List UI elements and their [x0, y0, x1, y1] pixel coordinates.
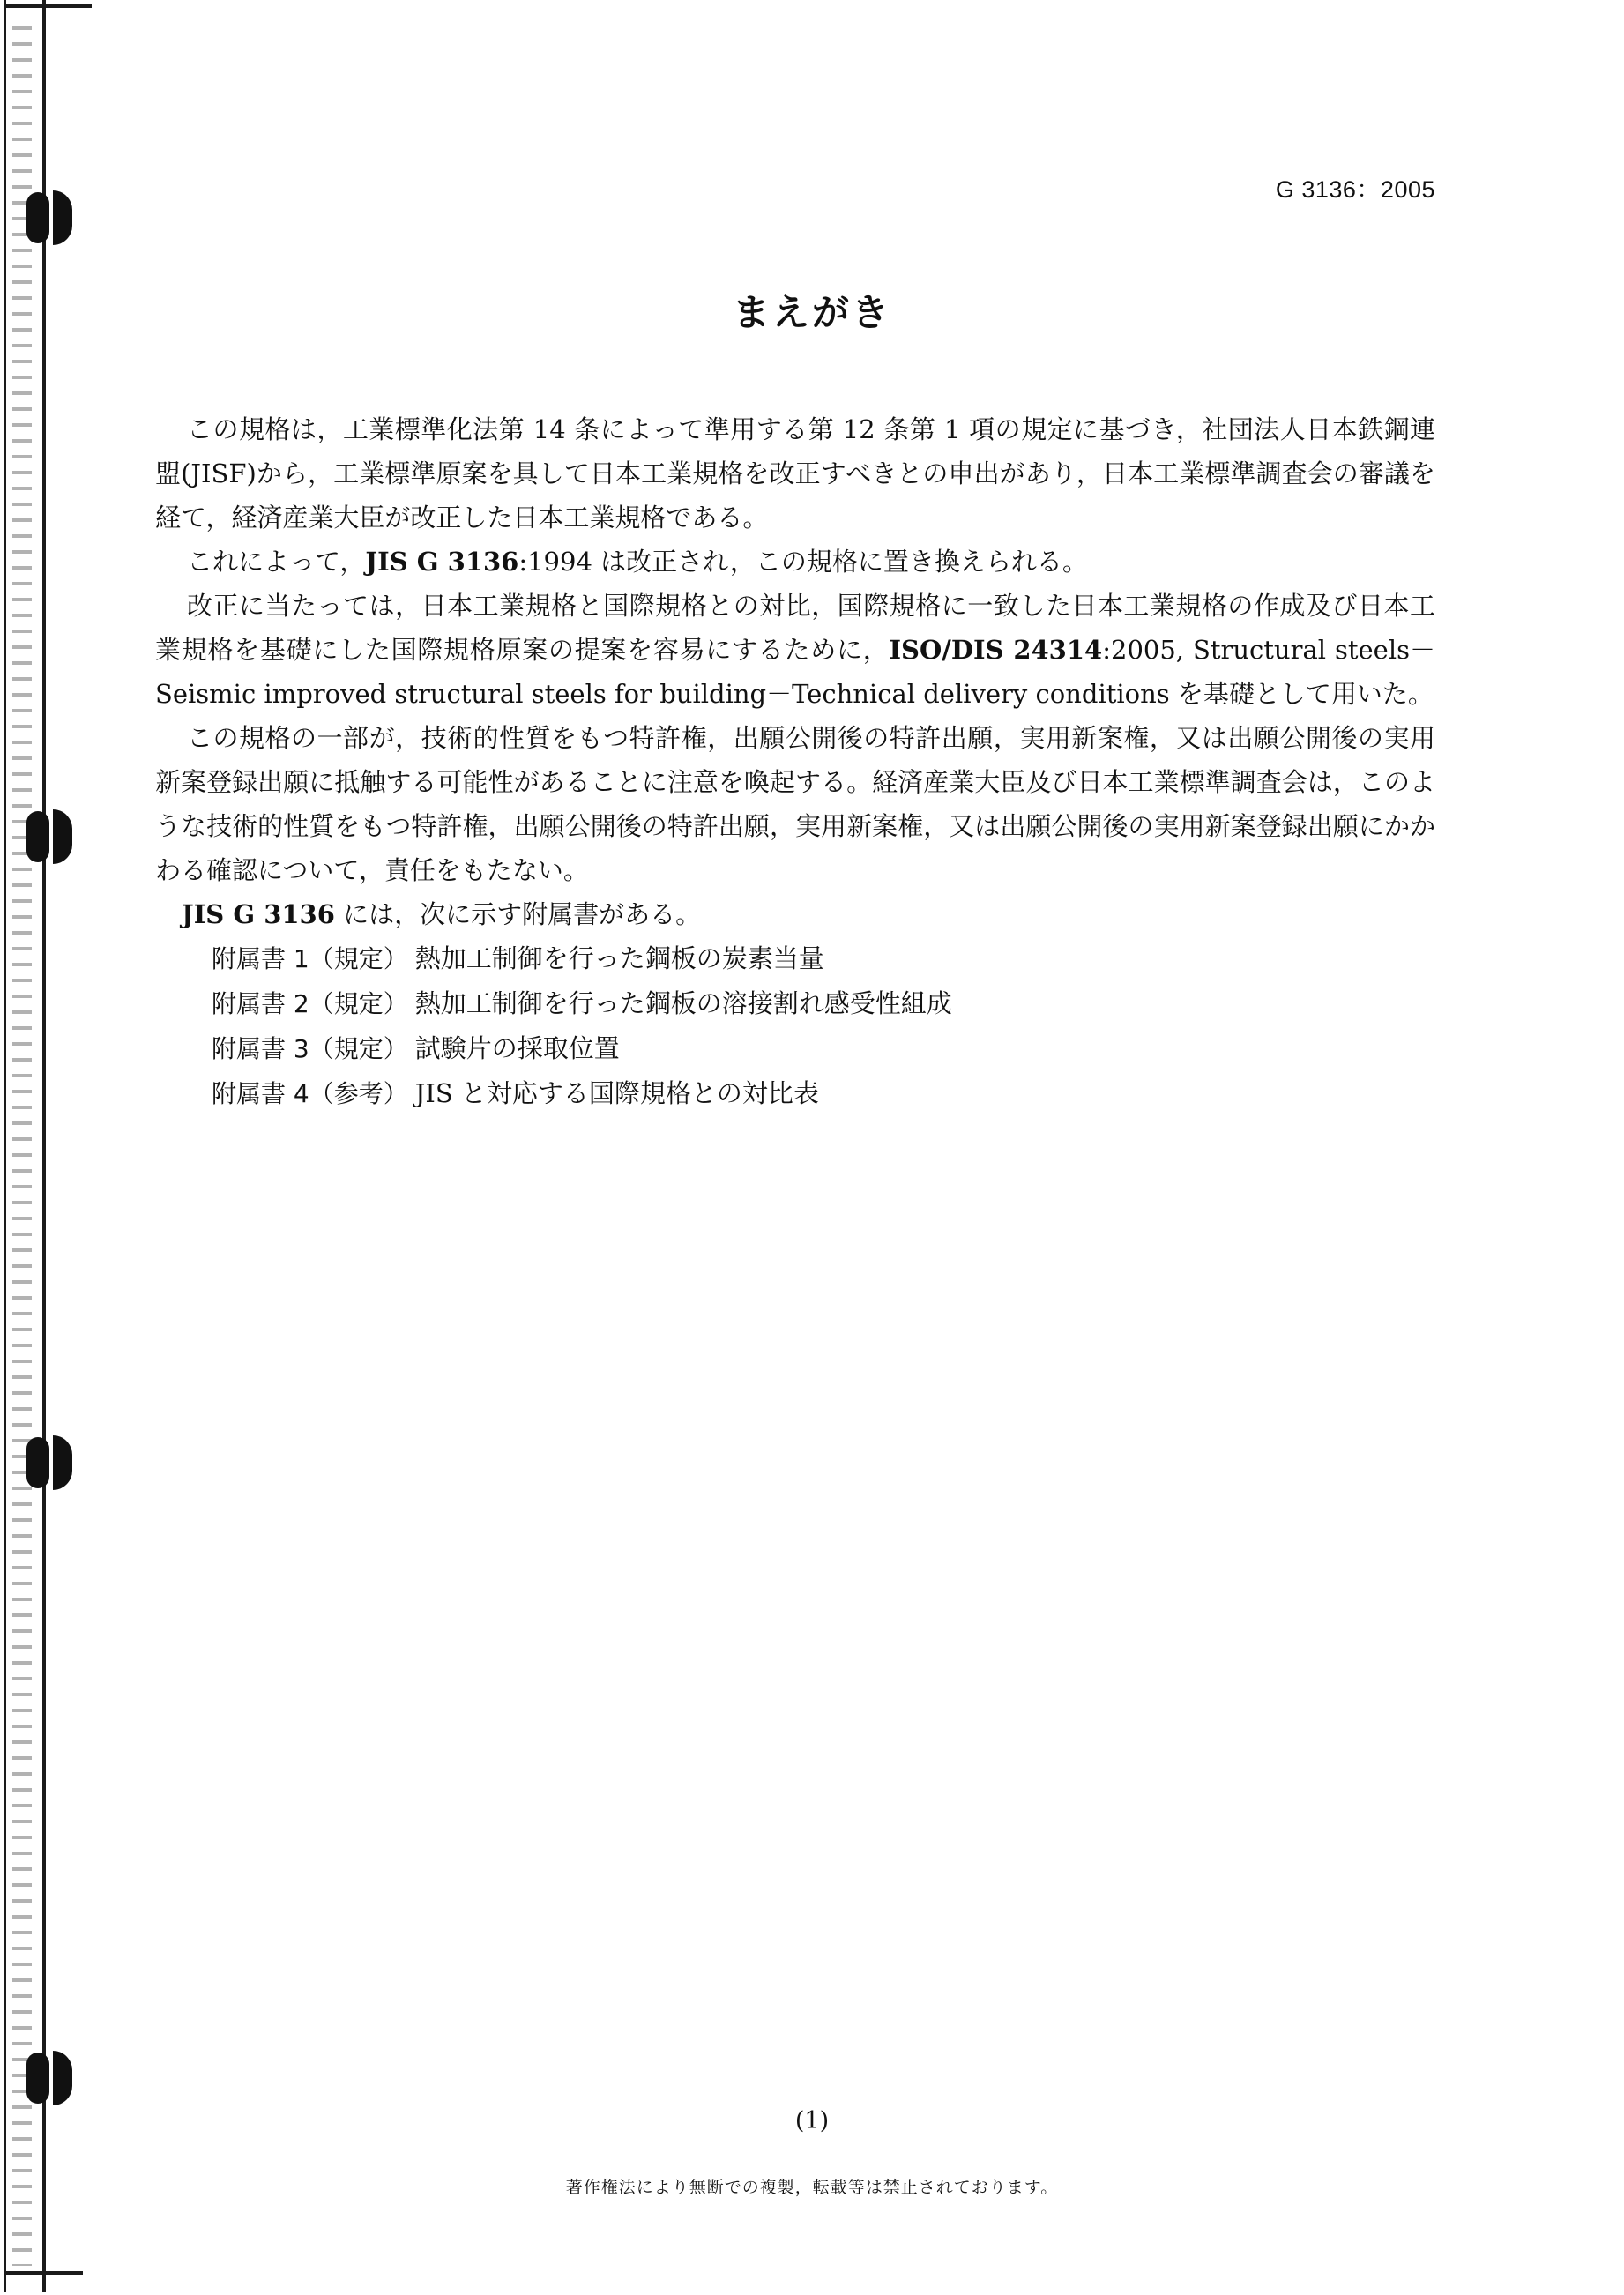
binding-line-right: [42, 0, 46, 2292]
binding-edge: [0, 0, 55, 2295]
standard-ref: JIS G 3136: [365, 547, 519, 577]
annex-list: [155, 936, 1435, 1116]
standard-ref: JIS G 3136: [182, 899, 335, 929]
paragraph-international: 改正に当たっては，日本工業規格と国際規格との対比，国際規格に一致した日本工業規格の作成及び日本工業規格を基礎にした国際規格原案の提案を容易にするために，ISO/DIS 24314:2005, Structural steels－Seismic improved structural steels for building－Technical delivery conditions を基礎として用いた。: [155, 591, 1435, 709]
annex-item: 附属書 2（規定） 熱加工制御を行った鋼板の溶接割れ感受性組成: [212, 988, 952, 1018]
standard-code: G 3136：2005: [1275, 176, 1435, 203]
binding-bottom-edge: [4, 2271, 83, 2275]
paragraph-replacement: これによって，JIS G 3136:1994 は改正され，この規格に置き換えられる。: [187, 547, 1088, 577]
iso-ref: ISO/DIS 24314: [889, 635, 1103, 665]
binding-line-left: [4, 0, 6, 2292]
binding-perforation: [12, 26, 32, 2266]
annex-item: 附属書 1（規定） 熱加工制御を行った鋼板の炭素当量: [212, 943, 824, 973]
binding-top-edge: [4, 4, 92, 8]
annex-item: 附属書 3（規定） 試験片の採取位置: [212, 1033, 620, 1063]
paragraph-patent: この規格の一部が，技術的性質をもつ特許権，出願公開後の特許出願，実用新案権，又は出願公開後の実用新案登録出願に抵触する可能性があることに注意を喚起する。経済産業大臣及び日本工業標準調査会は，このような技術的性質をもつ特許権，出願公開後の特許出願，実用新案権，又は出願公開後の実用新案登録出願にかかわる確認について，責任をもたない。: [155, 723, 1435, 885]
binder-ring-2: [26, 802, 69, 873]
paragraph-annex-intro: JIS G 3136 には，次に示す附属書がある。: [182, 899, 702, 929]
annex-item: 附属書 4（参考） JIS と対応する国際規格との対比表: [212, 1078, 819, 1108]
binder-ring-3: [26, 1428, 69, 1499]
foreword-body: [155, 407, 1435, 1116]
copyright-notice: 著作権法により無断での複製，転載等は禁止されております。: [565, 2178, 1059, 2197]
binder-ring-1: [26, 183, 69, 254]
page-number: (1): [794, 2107, 830, 2135]
paragraph-basis: この規格は，工業標準化法第 14 条によって準用する第 12 条第 1 項の規定に基づき，社団法人日本鉄鋼連盟(JISF)から，工業標準原案を具して日本工業規格を改正すべきとの申出があり，日本工業標準調査会の審議を経て，経済産業大臣が改正した日本工業規格である。: [155, 414, 1435, 533]
binder-ring-4: [26, 2044, 69, 2114]
page-title: まえがき: [732, 291, 891, 334]
